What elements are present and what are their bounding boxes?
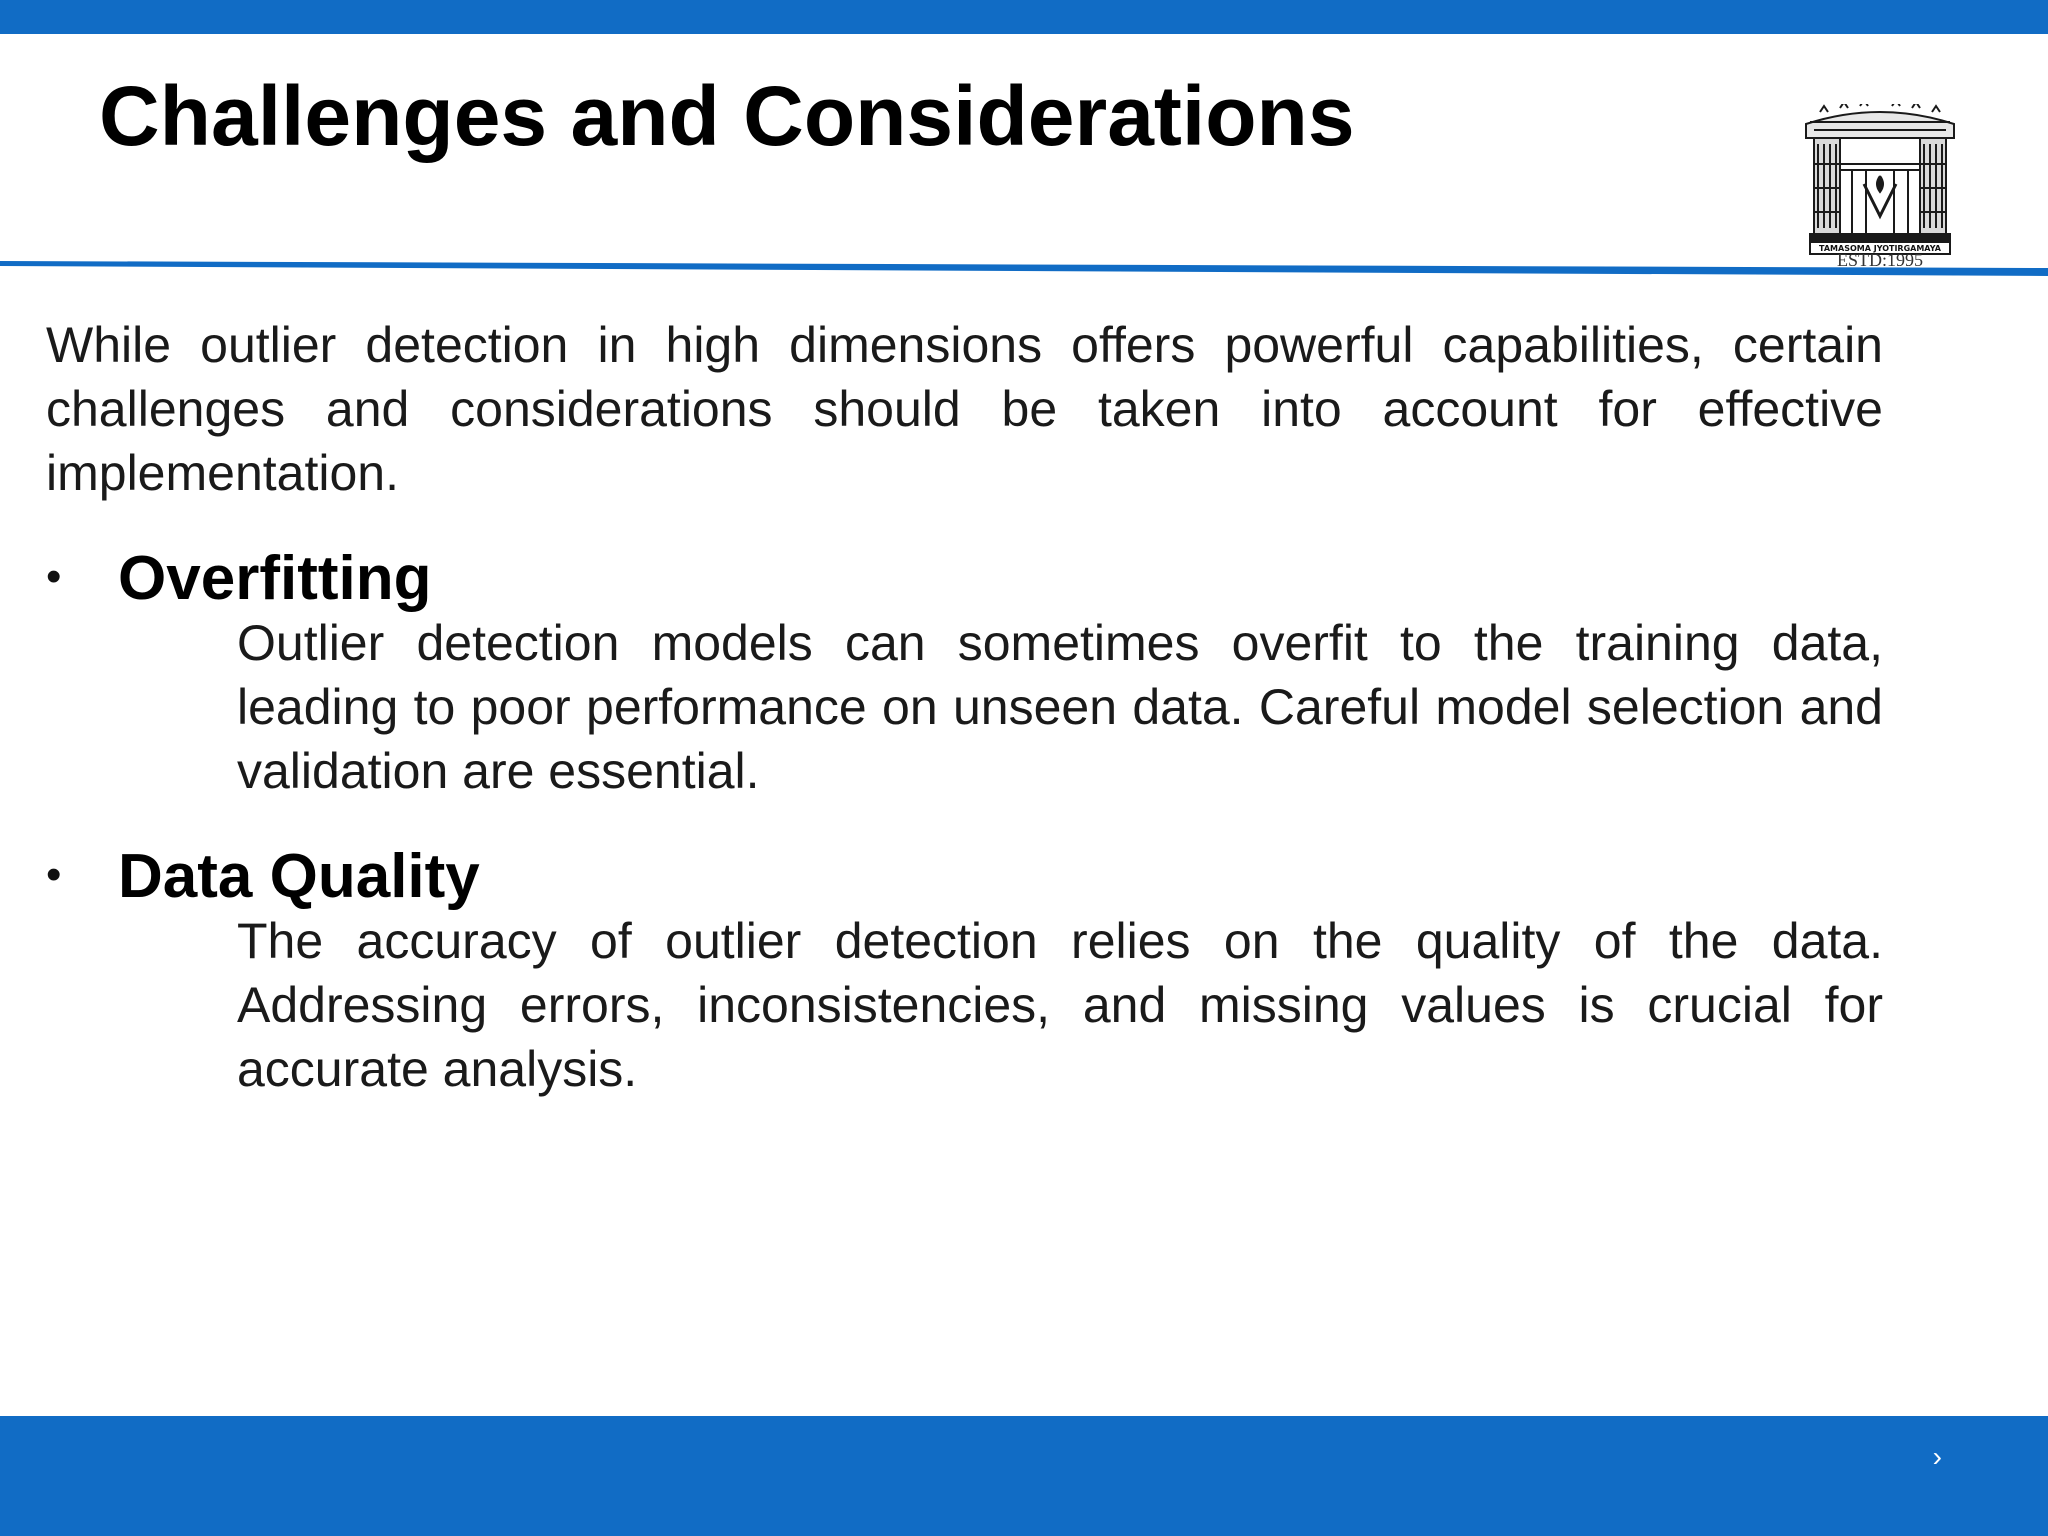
section-data-quality [46, 842, 1883, 1101]
logo-motto: TAMASOMA JYOTIRGAMAYA [1819, 244, 1941, 253]
header-divider [0, 258, 2048, 278]
section-description: The accuracy of outlier detection relies on the quality of the data. Addressing errors, inconsistencies, and missing values is crucial for accurate analysis. [237, 913, 1883, 1097]
bottom-accent-bar [0, 1416, 2048, 1536]
section-overfitting [46, 544, 1883, 803]
top-accent-bar [0, 0, 2048, 34]
logo-estd: ESTD:1995 [1836, 250, 1924, 266]
section-heading: Overfitting [118, 544, 432, 613]
section-description: Outlier detection models can sometimes overfit to the training data, leading to poor performance on unseen data. Careful model selection and validation are essential. [237, 615, 1883, 799]
slide-title: Challenges and Considerations [99, 69, 1355, 163]
section-heading: Data Quality [118, 842, 480, 911]
chevron-right-icon[interactable]: › [1932, 1441, 1942, 1472]
intro-paragraph: While outlier detection in high dimensions offers powerful capabilities, certain challenges and considerations should be taken into account for effective implementation. [46, 317, 1883, 501]
slide-content [46, 313, 1883, 1101]
section-header [46, 842, 1883, 911]
institution-logo-icon [1800, 104, 1960, 266]
section-header [46, 544, 1883, 613]
bullet-icon: • [46, 552, 62, 601]
bullet-icon: • [46, 850, 62, 899]
